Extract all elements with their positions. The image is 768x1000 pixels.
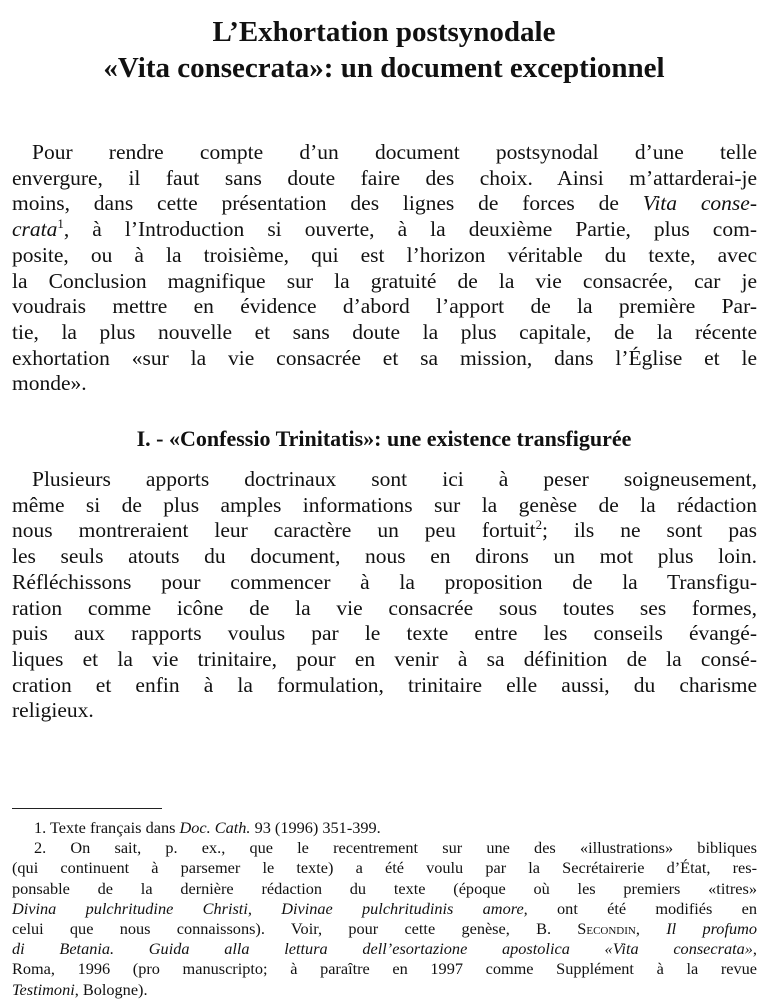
text-line: les seuls atouts du document, nous en dirons un mot plus loin. <box>12 544 757 569</box>
footnote-2-line <box>12 939 757 959</box>
text-line <box>12 217 757 243</box>
footnote-2-line <box>12 980 757 1000</box>
footnote-2-line: ponsable de la dernière rédaction du texte (époque où les premiers «titres» <box>12 878 757 898</box>
text-line: exhortation «sur la vie consacrée et sa mission, dans l’Église et le <box>12 345 757 370</box>
section-paragraph <box>12 467 757 724</box>
text-line: religieux. <box>12 698 94 723</box>
text-line <box>12 518 757 544</box>
footnote-2-line <box>12 899 757 919</box>
book-title-italic: di Betania. Guida alla lettura dell’esortazione apostolica «Vita consecrata» <box>12 939 753 959</box>
text-line: ration comme icône de la vie consacrée sous toutes ses formes, <box>12 595 757 620</box>
footnote-2-line: Roma, 1996 (pro manuscripto; à paraître en 1997 comme Supplément à la revue <box>12 959 757 979</box>
text-line: même si de plus amples informations sur la genèse de la rédaction <box>12 492 757 517</box>
text-run: 93 (1996) 351-399. <box>250 818 381 837</box>
title-line-1: L’Exhortation postsynodale <box>212 16 556 48</box>
footnotes <box>12 818 757 1000</box>
author-small-caps: Secondin <box>577 919 636 939</box>
text-run: ont été modifiés en <box>527 898 758 918</box>
text-run: celui que nous connaissons). Voir, pour cette genèse, B. <box>12 919 578 939</box>
footnote-separator <box>12 808 162 809</box>
text-line: la Conclusion magnifique sur la gratuité de la vie consacrée, car je <box>12 268 757 293</box>
page-title <box>0 14 768 86</box>
text-line: monde». <box>12 371 87 396</box>
footnote-ref-1[interactable]: 1 <box>57 216 64 231</box>
book-title-italic: Il profumo <box>666 919 758 939</box>
text-line: Pour rendre compte d’un document postsynodal d’une telle <box>32 140 757 164</box>
text-run: nous montreraient leur caractère un peu fortuit <box>12 518 536 543</box>
latin-title-italic: Divina pulchritudine Christi, Divinae pulchritudinis amore, <box>12 898 528 918</box>
text-line: Plusieurs apports doctrinaux sont ici à peser soigneusement, <box>32 467 757 491</box>
footnote-ref-2[interactable]: 2 <box>535 518 543 533</box>
footnote-2-line: 2. On sait, p. ex., que le recentrement sur une des «illustrations» bibliques <box>34 838 757 858</box>
title-line-2: «Vita consecrata»: un document exceptionnel <box>103 52 665 84</box>
text-line: voudrais mettre en évidence d’abord l’apport de la première Par- <box>12 294 757 319</box>
text-run: , <box>752 939 757 959</box>
footnote-2-line: (qui continuent à parsemer le texte) a été voulu par la Secrétairerie d’État, res- <box>12 858 757 878</box>
work-title-italic: crata <box>12 217 58 242</box>
text-run: ; ils ne sont pas <box>542 518 757 543</box>
text-line: posite, ou à la troisième, qui est l’horizon véritable du texte, avec <box>12 242 757 267</box>
text-run: , à l’Introduction si ouverte, à la deuxième Partie, plus com- <box>63 217 757 242</box>
text-line: puis aux rapports voulus par le texte entre les conseils évangé- <box>12 621 757 646</box>
intro-paragraph <box>12 140 757 397</box>
section-heading: I. - «Confessio Trinitatis»: une existence transfigurée <box>136 426 632 451</box>
journal-italic: Doc. Cath. <box>179 818 251 837</box>
text-run: 1. Texte français dans <box>34 818 180 837</box>
footnote-1 <box>12 818 757 838</box>
text-run: , Bologne). <box>74 979 148 999</box>
text-line: liques et la vie trinitaire, pour en venir à sa définition de la consé- <box>12 646 757 671</box>
work-title-italic: Vita conse- <box>642 191 757 216</box>
journal-italic: Testimoni <box>12 979 75 999</box>
text-line: cration et enfin à la formulation, trinitaire elle aussi, du charisme <box>12 672 757 697</box>
text-line <box>12 191 757 217</box>
text-line: tie, la plus nouvelle et sans doute la plus capitale, de la récente <box>12 319 757 344</box>
text-run: moins, dans cette présentation des lignes de forces de <box>12 191 643 216</box>
text-line: envergure, il faut sans doute faire des choix. Ainsi m’attarderai-je <box>12 165 757 190</box>
text-line: Réfléchissons pour commencer à la proposition de la Transfigu- <box>12 569 757 594</box>
text-run: , <box>635 919 667 939</box>
footnote-2-line <box>12 919 757 939</box>
